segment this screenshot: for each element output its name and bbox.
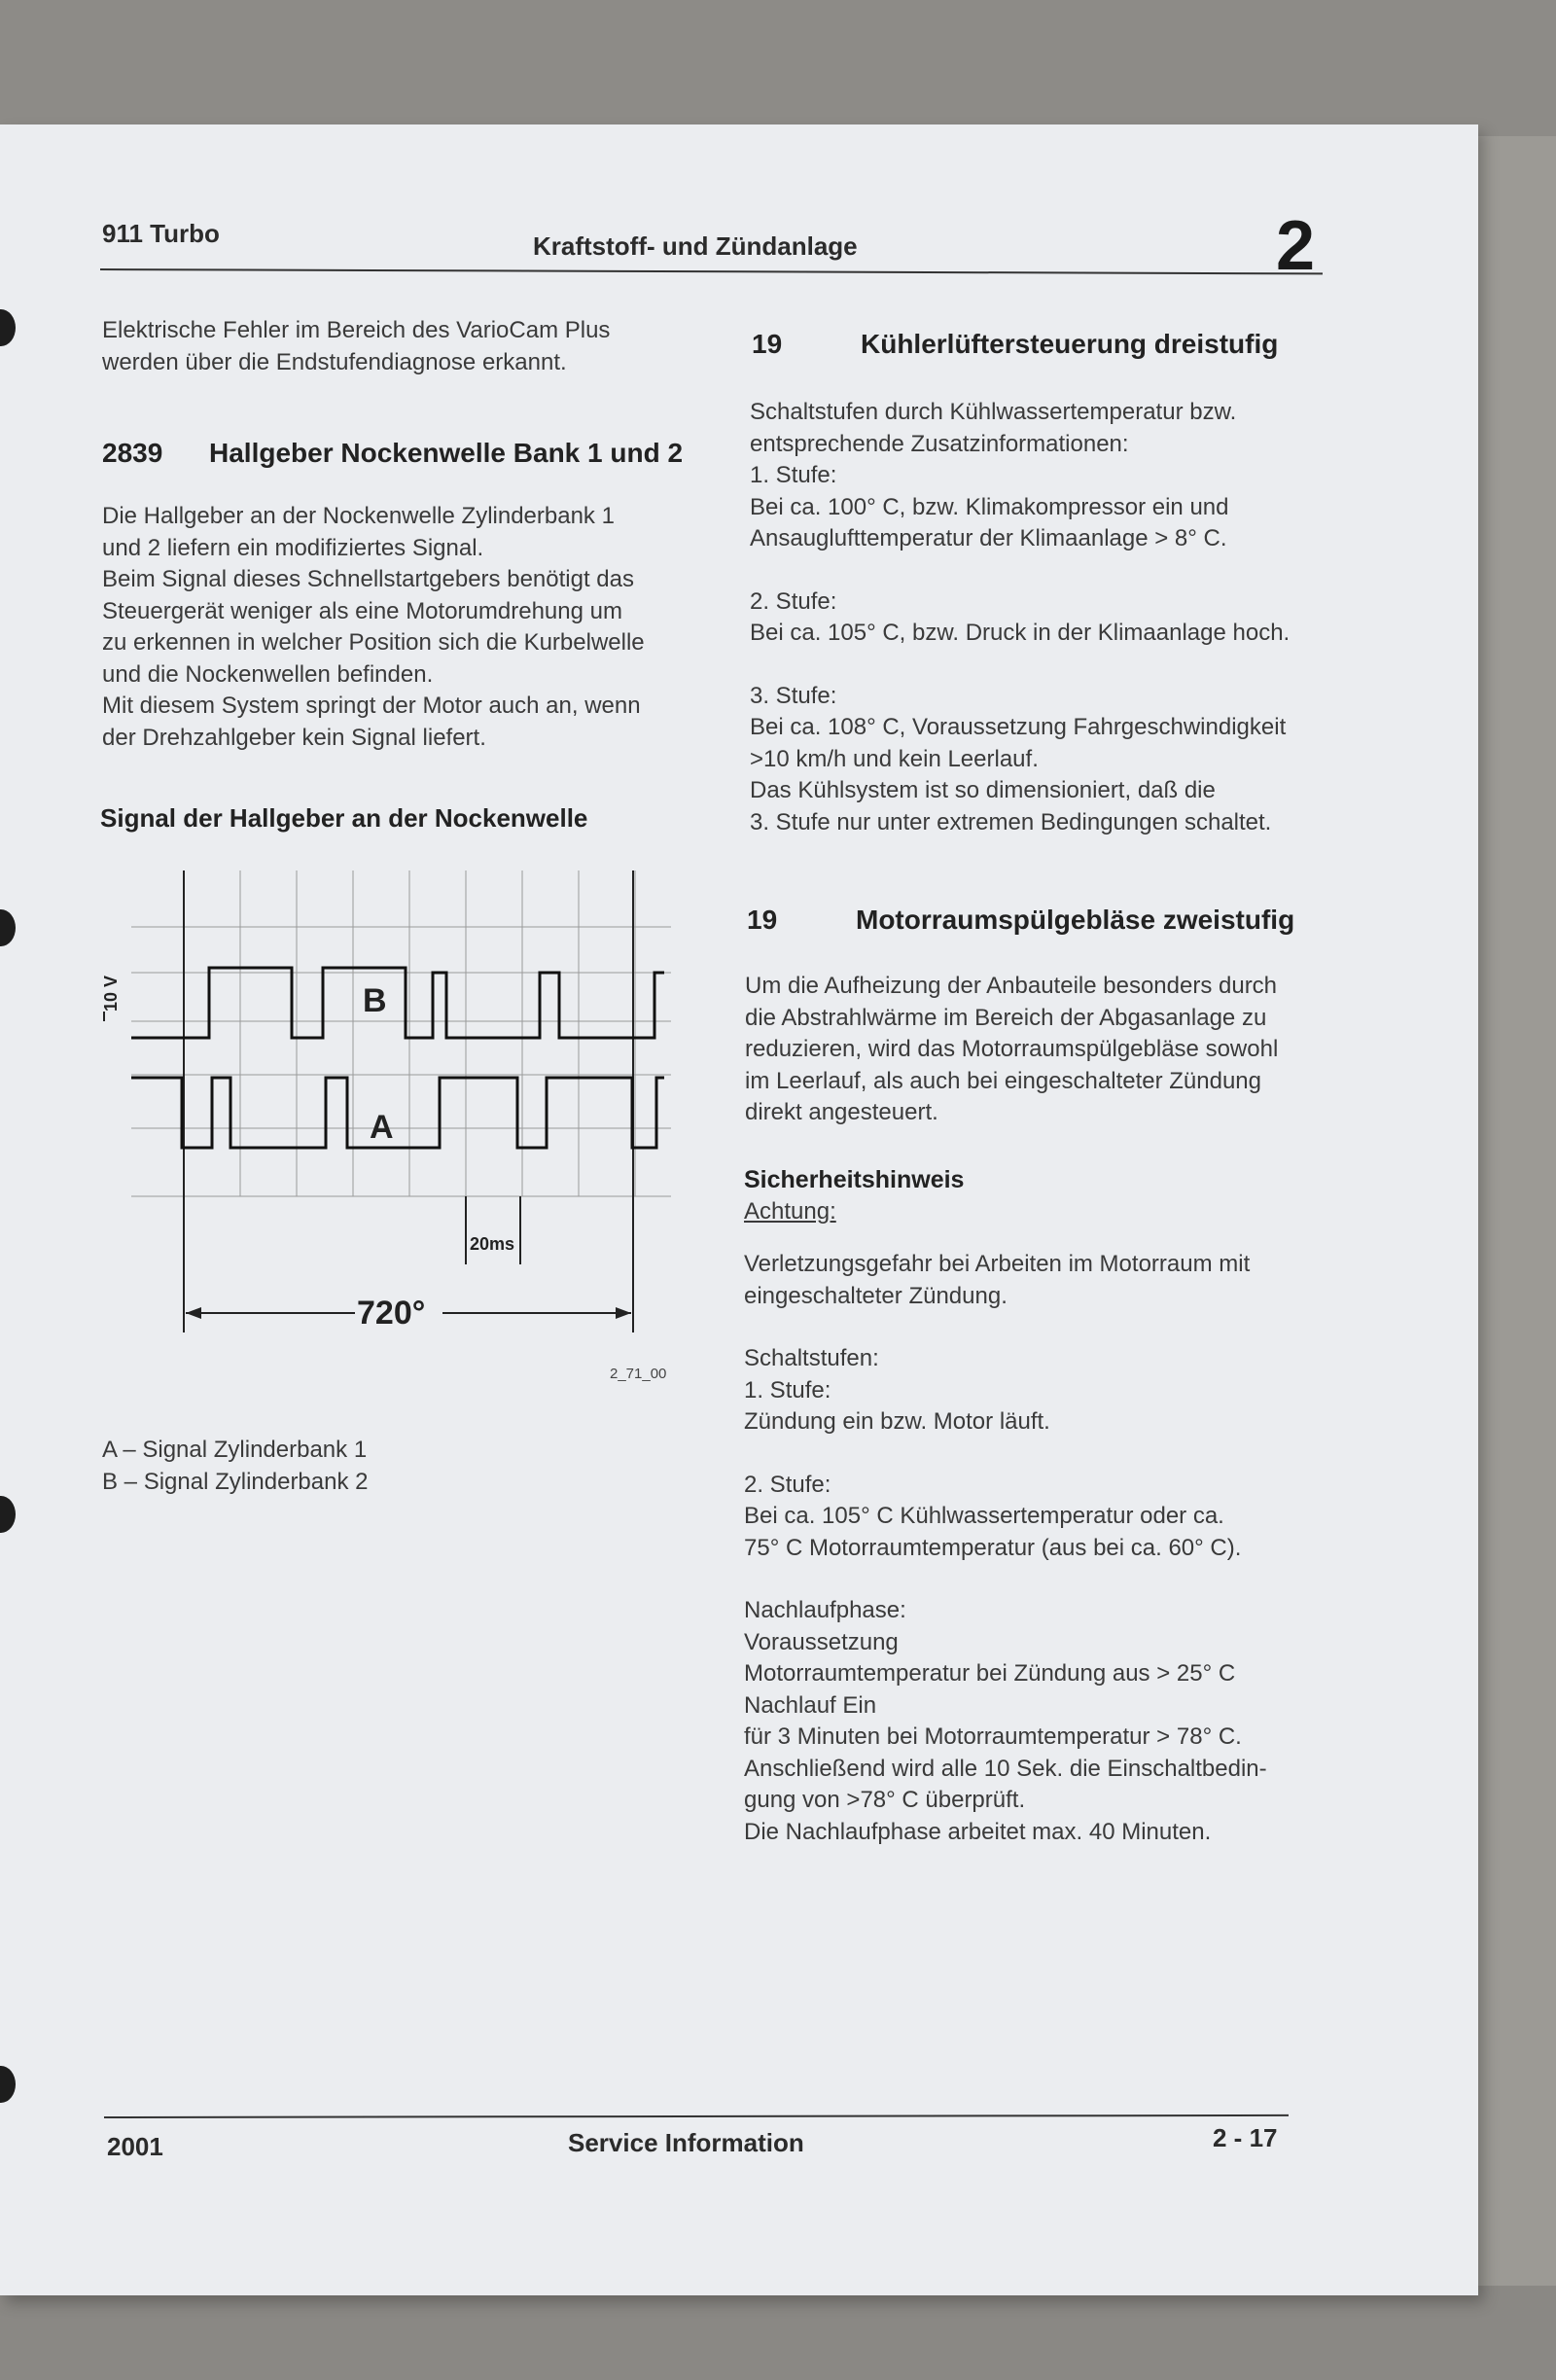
body-line: der Drehzahlgeber kein Signal liefert. — [102, 724, 486, 751]
footer-year: 2001 — [107, 2132, 163, 2161]
body-line: Beim Signal dieses Schnellstartgebers benötigt das — [102, 566, 634, 592]
left-column — [102, 315, 705, 378]
intro-line: werden über die Endstufendiagnose erkannt. — [102, 348, 567, 375]
diagram-legend — [102, 1435, 686, 1498]
body-line: 1. Stufe: — [744, 1376, 831, 1403]
body-line: Schaltstufen durch Kühlwassertemperatur bzw. — [750, 399, 1237, 425]
body-line: Nachlauf Ein — [744, 1691, 877, 1719]
body-line: gung von >78° C überprüft. — [744, 1787, 1026, 1813]
body-line: 3. Stufe nur unter extremen Bedingungen schaltet. — [750, 808, 1272, 835]
intro-line: Elektrische Fehler im Bereich des VarioCam Plus — [102, 317, 611, 343]
body-line: Steuergerät weniger als eine Motorumdrehung um — [102, 597, 622, 624]
body-line: Nachlaufphase: — [744, 1597, 906, 1623]
body-line: Bei ca. 105° C Kühlwassertemperatur oder ca. — [744, 1503, 1224, 1529]
body-line: Die Nachlaufphase arbeitet max. 40 Minuten. — [744, 1818, 1212, 1845]
angle-label: 720° — [357, 1295, 426, 1332]
body-line: Bei ca. 108° C, Voraussetzung Fahrgeschwindigkeit — [750, 714, 1287, 740]
body-line: und die Nockenwellen befinden. — [102, 660, 434, 688]
body-line: eingeschalteter Zündung. — [744, 1282, 1008, 1309]
spacer — [744, 1312, 1366, 1343]
body-line: Die Hallgeber an der Nockenwelle Zylinderbank 1 — [102, 503, 615, 529]
caution-label: Achtung: — [744, 1197, 836, 1225]
signal-a-label: A — [370, 1109, 394, 1146]
body-line: im Leerlauf, als auch bei eingeschalteter Zündung — [745, 1067, 1261, 1094]
body-line: 2. Stufe: — [750, 587, 837, 615]
spacer — [750, 650, 1372, 681]
section-cooling-fan-heading — [752, 329, 1374, 361]
background-top — [0, 0, 1556, 136]
body-line: Bei ca. 100° C, bzw. Klimakompressor ein und — [750, 493, 1229, 520]
body-line: Zündung ein bzw. Motor läuft. — [744, 1408, 1050, 1435]
body-line: direkt angesteuert. — [745, 1099, 938, 1125]
body-line: >10 km/h und kein Leerlauf. — [750, 745, 1039, 772]
hall-signal-diagram — [92, 856, 695, 1391]
section-title: Motorraumspülgebläse zweistufig — [856, 905, 1295, 935]
section-title: Kühlerlüftersteuerung dreistufig — [861, 329, 1279, 359]
body-line: 3. Stufe: — [750, 682, 837, 709]
section-2839-body — [102, 501, 725, 754]
section-2839-heading — [102, 438, 725, 470]
diagram-heading: Signal der Hallgeber an der Nockenwelle — [100, 803, 588, 833]
body-line: Voraussetzung — [744, 1628, 899, 1655]
background-bottom — [0, 2286, 1556, 2380]
body-line: Anschließend wird alle 10 Sek. die Einschaltbedin- — [744, 1755, 1267, 1782]
header-chapter-number: 2 — [1276, 207, 1316, 285]
body-line: die Abstrahlwärme im Bereich der Abgasanlage zu — [745, 1004, 1267, 1031]
signal-a-trace — [131, 1078, 664, 1148]
spacer — [744, 1564, 1366, 1595]
body-line: reduzieren, wird das Motorraumspülgebläse sowohl — [745, 1036, 1279, 1062]
section-number: 2839 — [102, 438, 163, 468]
body-line: für 3 Minuten bei Motorraumtemperatur > 78° C. — [744, 1723, 1242, 1750]
body-line: und 2 liefern ein modifiziertes Signal. — [102, 534, 484, 561]
body-line: 75° C Motorraumtemperatur (aus bei ca. 60° C). — [744, 1534, 1242, 1561]
section-title: Hallgeber Nockenwelle Bank 1 und 2 — [209, 438, 684, 468]
body-line: 2. Stufe: — [744, 1471, 831, 1498]
body-line: Das Kühlsystem ist so dimensioniert, daß die — [750, 777, 1216, 803]
legend-item: A – Signal Zylinderbank 1 — [102, 1437, 368, 1463]
signal-b-trace — [131, 968, 664, 1038]
body-line: Verletzungsgefahr bei Arbeiten im Motorraum mit — [744, 1251, 1251, 1277]
time-label: 20ms — [470, 1234, 515, 1254]
body-line: 1. Stufe: — [750, 462, 837, 488]
body-line: Mit diesem System springt der Motor auch an, wenn — [102, 693, 641, 719]
spacer — [744, 1439, 1366, 1470]
body-line: Motorraumtemperatur bei Zündung aus > 25° C — [744, 1660, 1236, 1687]
body-line: Um die Aufheizung der Anbauteile besonders durch — [745, 973, 1278, 999]
spacer — [750, 555, 1372, 586]
header-model: 911 Turbo — [102, 219, 220, 248]
body-line: Schaltstufen: — [744, 1345, 879, 1371]
section-number: 19 — [752, 329, 783, 359]
body-line: Ansauglufttemperatur der Klimaanlage > 8° C. — [750, 525, 1227, 551]
section-cooling-fan-body — [750, 397, 1372, 838]
footer-page-number: 2 - 17 — [1213, 2123, 1278, 2152]
spacer — [744, 1227, 1366, 1249]
section-engine-blower-heading — [747, 905, 1369, 937]
section-number: 19 — [747, 905, 778, 935]
voltage-label: 10 V — [101, 975, 121, 1012]
section-engine-blower-body — [745, 971, 1367, 1129]
figure-code: 2_71_00 — [610, 1366, 667, 1382]
body-line: entsprechende Zusatzinformationen: — [750, 430, 1129, 457]
safety-heading: Sicherheitshinweis — [744, 1166, 965, 1193]
body-line: zu erkennen in welcher Position sich die Kurbelwelle — [102, 629, 645, 656]
legend-item: B – Signal Zylinderbank 2 — [102, 1468, 369, 1495]
body-line: Bei ca. 105° C, bzw. Druck in der Klimaanlage hoch. — [750, 620, 1291, 646]
header-chapter-title: Kraftstoff- und Zündanlage — [533, 231, 858, 261]
safety-notice — [744, 1164, 1366, 1848]
footer-title: Service Information — [568, 2128, 804, 2157]
signal-b-label: B — [363, 982, 387, 1019]
